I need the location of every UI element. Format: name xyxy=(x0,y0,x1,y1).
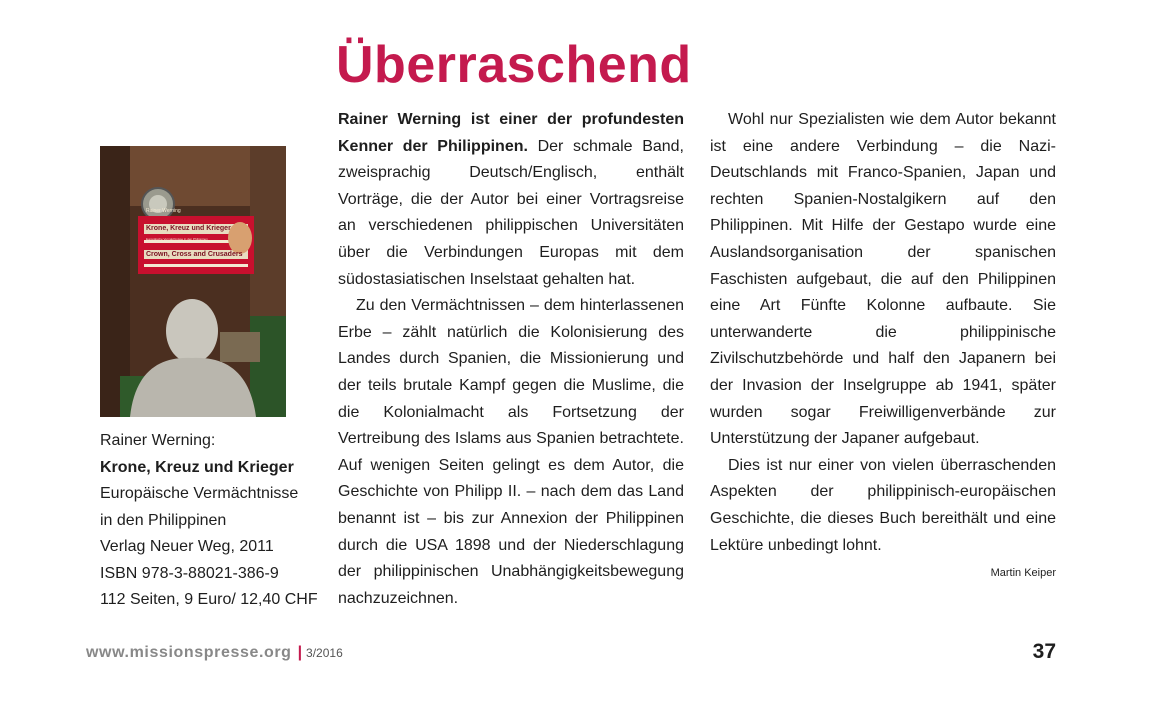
author-signature: Martin Keiper xyxy=(990,567,1056,580)
page-number: 37 xyxy=(1032,640,1056,663)
paragraph-1 xyxy=(338,107,684,293)
paragraph-1-lead: Rainer Werning ist einer der profundesten Kenner der Philippinen. xyxy=(338,111,684,155)
book-subtitle-line2: in den Philippinen xyxy=(100,511,227,529)
book-publisher: Verlag Neuer Weg, 2011 xyxy=(100,538,274,555)
book-author: Rainer Werning: xyxy=(100,432,216,449)
book-subtitle-line1: Europäische Vermächtnisse xyxy=(100,485,299,502)
book-cover-image xyxy=(100,146,286,417)
headline: Überraschend xyxy=(336,36,692,94)
cover-title: Krone, Kreuz und Krieger xyxy=(146,225,231,232)
footer-url-link[interactable]: www.missionspresse.org xyxy=(86,644,292,661)
footer-separator: | xyxy=(297,644,303,661)
page-footer xyxy=(86,644,343,668)
book-isbn: ISBN 978-3-88021-386-9 xyxy=(100,564,279,582)
article-column-right xyxy=(710,107,1056,581)
paragraph-3: Wohl nur Spezialisten wie dem Autor bekannt ist eine andere Verbindung – die Nazi-Deutschlands mit Franco-Spanien, Japan und rechten Spanien-Nostalgikern auf den Philippinen. Mit Hilfe der Gestapo wurde eine Auslandsorganisation der spanischen Faschisten aufgebaut, die auf den Philippinen eine Art Fünfte Kolonne aufbaute. Sie unterwanderte die philippinische Zivilschutzbehörde und half den Japanern bei der Invasion der Inselgruppe ab 1941, später wurden sogar Freiwilligenverbände zur Unterstützung der Japaner aufgebaut. xyxy=(710,111,1056,448)
paragraph-4: Dies ist nur einer von vielen überraschenden Aspekten der philippinisch-europäischen Geschichte, die dieses Buch bereithält und eine Lektüre unbedingt lohnt. xyxy=(710,456,1056,554)
book-title: Krone, Kreuz und Krieger xyxy=(100,458,294,476)
book-info xyxy=(100,428,330,614)
cover-subtitle: Europäische Vermächtnisse in den Philippinen xyxy=(146,237,208,241)
cover-author: Rainer Werning xyxy=(146,208,181,214)
footer-issue: 3/2016 xyxy=(306,646,343,660)
cover-title-en: Crown, Cross and Crusaders xyxy=(146,251,243,258)
paragraph-2: Zu den Vermächtnissen – dem hinterlassenen Erbe – zählt natürlich die Kolonisierung des Landes durch Spanien, die Missionierung und der teils brutale Kampf gegen die Muslime, die die Kolonialmacht als Fortsetzung der Vertreibung des Islams aus Spanien betrachtete. Auf wenigen Seiten gelingt es dem Autor, die Geschichte von Philipp II. – nach dem das Land benannt ist – bis zur Annexion der Philippinen durch die USA 1898 und der Niederschlagung der philippinischen Unabhängigkeitsbewegung nachzuzeichnen. xyxy=(338,297,684,607)
book-price: 112 Seiten, 9 Euro/ 12,40 CHF xyxy=(100,591,318,608)
paragraph-1-body: Der schmale Band, zweisprachig Deutsch/Englisch, enthält Vorträge, die der Autor bei einer Vortragsreise an verschiedenen philippischen Universitäten über die Verbindungen Europas mit dem südostasiatischen Inselstaat gehalten hat. xyxy=(338,137,685,288)
article-column-left xyxy=(338,107,684,612)
cover-illustration xyxy=(100,146,286,417)
